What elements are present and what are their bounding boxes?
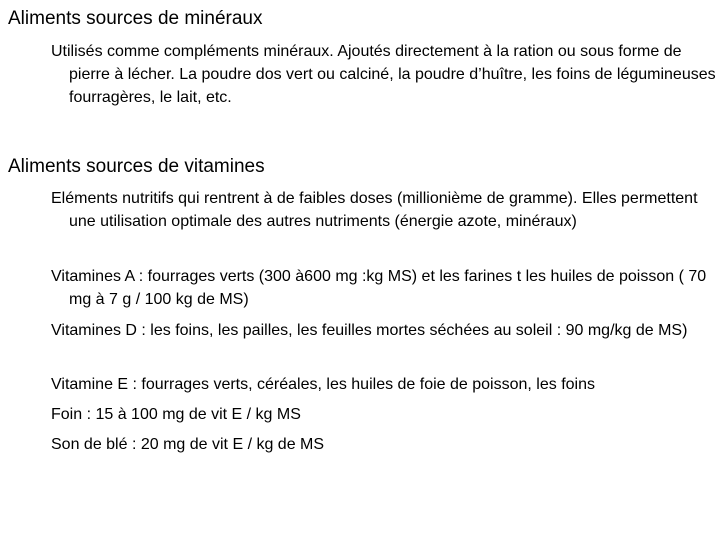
minerals-paragraph: Utilisés comme compléments minéraux. Ajoutés directement à la ration ou sous forme de pierre à lécher. La poudre dos vert ou calciné, la poudre d’huître, les foins de légumineuses fourragères, le lait, etc. [51, 43, 716, 106]
vitamins-paragraph-intro: Eléments nutritifs qui rentrent à de faibles doses (millionième de gramme). Elles permettent une utilisation optimale des autres nutriments (énergie azote, minéraux) [51, 190, 698, 230]
vitamins-paragraph-vitamin-e: Vitamine E : fourrages verts, céréales, les huiles de foie de poisson, les foins [51, 376, 595, 393]
section-heading-vitamins: Aliments sources de vitamines [8, 156, 265, 177]
vitamins-paragraph-foin: Foin : 15 à 100 mg de vit E / kg MS [51, 406, 301, 423]
vitamins-paragraph-son-de-ble: Son de blé : 20 mg de vit E / kg de MS [51, 436, 325, 453]
section-heading-minerals: Aliments sources de minéraux [8, 8, 263, 29]
vitamins-paragraph-vitamin-d: Vitamines D : les foins, les pailles, les feuilles mortes séchées au soleil : 90 mg/kg de MS) [51, 322, 688, 339]
vitamins-paragraph-vitamin-a: Vitamines A : fourrages verts (300 à600 mg :kg MS) et les farines t les huiles de poisson ( 70 mg à 7 g / 100 kg de MS) [51, 268, 707, 308]
